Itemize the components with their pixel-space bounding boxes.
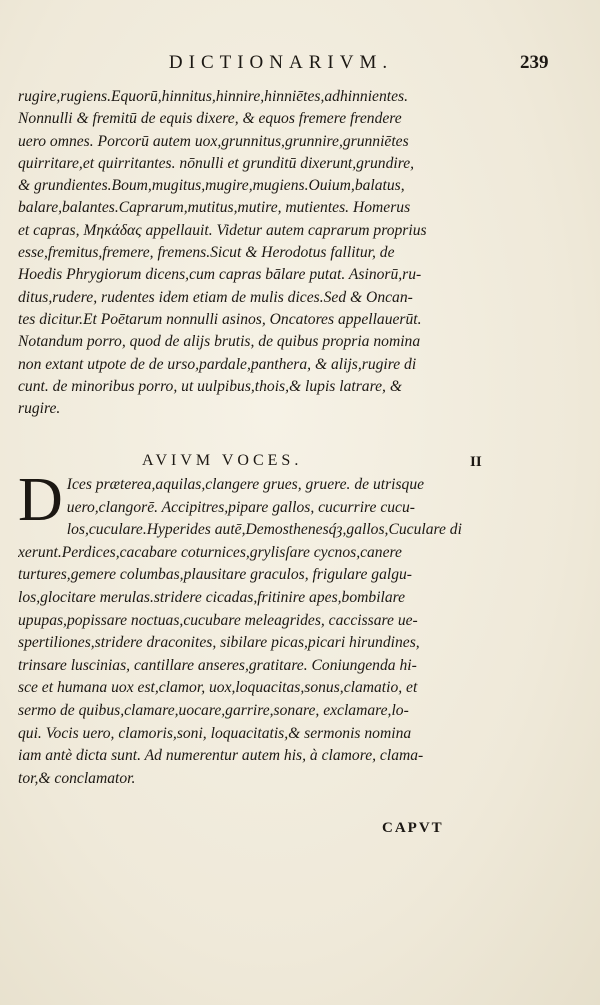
text-line: sermo de quibus,clamare,uocare,garrire,sonare, exclamare,lo- xyxy=(18,701,409,719)
text-line: qui. Vocis uero, clamoris,soni, loquacitatis,& sermonis nomina xyxy=(18,724,412,742)
page-number: 239 xyxy=(520,52,549,73)
text-line: rugire,rugiens.Equorū,hinnitus,hinnire,hinniētes,adhinnientes. xyxy=(18,88,408,105)
text-line: xerunt.Perdices,cacabare coturnices,grylisſare cycnos,canere xyxy=(18,543,402,561)
text-line: sce et humana uox est,clamor, uox,loquacitas,sonus,clamatio, et xyxy=(18,679,418,697)
section-heading: AVIVM VOCES. xyxy=(142,452,303,469)
text-line: tes dicitur.Et Poētarum nonnulli asinos, Oncatores appellauerūt. xyxy=(18,310,422,328)
text-line: et capras, Μηκάδας appellauit. Videtur autem caprarum proprius xyxy=(18,221,427,239)
text-line: spertiliones,stridere draconites, sibilare picas,picari hirundines, xyxy=(18,634,420,652)
catchword: CAPVT xyxy=(382,820,444,836)
text-line: los,glocitare merulas.stridere cicadas,fritinire apes,bombilare xyxy=(18,588,406,606)
text-line: ditus,rudere, rudentes idem etiam de mulis dices.Sed & Oncan- xyxy=(18,288,413,306)
marginal-number: II xyxy=(470,454,482,470)
text-line: uero omnes. Porcorū autem uox,grunnitus,grunnire,grunniētes xyxy=(18,132,409,150)
text-line: esse,fremitus,fremere, fremens.Sicut & Herodotus fallitur, de xyxy=(18,244,395,262)
text-line: Nonnulli & fremitū de equis dixere, & equos fremere frendere xyxy=(18,110,402,128)
text-line: los,cuculare.Hyperides autē,Demosthenesq́ȝ,gallos,Cuculare di xyxy=(66,521,462,539)
text-line: Notandum porro, quod de alijs brutis, de quibus propria nomina xyxy=(18,333,421,351)
text-line: iam antè dicta sunt. Ad numerentur autem his, à clamore, clama- xyxy=(18,747,424,765)
running-head: DICTIONARIVM. xyxy=(168,52,394,73)
text-line: cunt. de minoribus porro, ut uulpibus,thois,& lupis latrare, & xyxy=(18,377,402,395)
text-line: tor,& conclamator. xyxy=(18,769,136,787)
text-line: balare,balantes.Caprarum,mutitus,mutire, mutientes. Homerus xyxy=(18,199,411,217)
text-line: & grundientes.Boum,mugitus,mugire,mugiens.Ouium,balatus, xyxy=(18,177,405,195)
drop-capital: D xyxy=(18,466,63,534)
text-line: quirritare,et quirritantes. nōnulli et grunditū dixerunt,grundire, xyxy=(18,154,415,172)
text-line: rugire. xyxy=(18,400,61,418)
section-text xyxy=(18,466,473,790)
text-line: turtures,gemere columbas,plausitare graculos, frigulare galgu- xyxy=(18,566,413,584)
text-line: Ices prætereа,aquilas,clangere grues, gruere. de utrisque xyxy=(66,476,425,493)
body-text xyxy=(18,86,473,420)
text-line: trinsare luscinias, cantillare anseres,gratitare. Coniungenda hi- xyxy=(18,656,417,674)
text-line: upupas,popissare noctuas,cucubare meleagrides, caccissare ue- xyxy=(18,611,418,629)
text-line: Hoedis Phrygiorum dicens,cum capras bālare putat. Asinorū,ru- xyxy=(18,266,422,284)
text-line: non extant utpote de de urso,pardale,panthera, & alijs,rugire di xyxy=(18,355,417,373)
text-line: uero,clangorē. Accipitres,pipare gallos, cucurrire cucu- xyxy=(66,498,415,516)
